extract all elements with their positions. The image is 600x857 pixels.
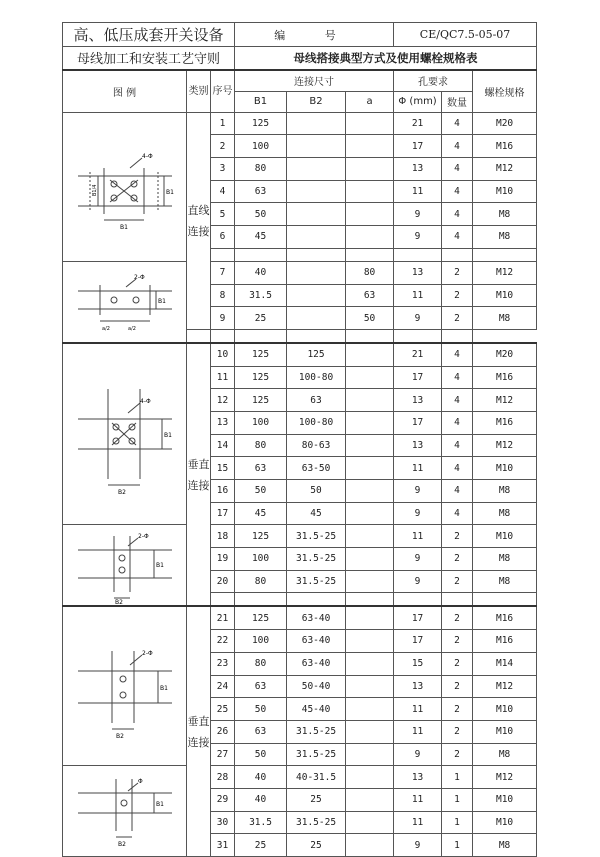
empty-cell bbox=[394, 593, 442, 607]
cell-bolt: M10 bbox=[473, 720, 537, 743]
cell-b1: 50 bbox=[235, 480, 287, 503]
col-figure: 图 例 bbox=[63, 70, 187, 113]
cell-seq: 18 bbox=[211, 525, 235, 548]
cell-a: 50 bbox=[346, 307, 394, 330]
four-hole-label: 4-Φ bbox=[139, 398, 151, 406]
cell-bolt: M12 bbox=[473, 766, 537, 789]
cell-n: 4 bbox=[442, 180, 473, 203]
cell-a bbox=[346, 548, 394, 571]
cell-n: 1 bbox=[442, 834, 473, 857]
cell-b2: 25 bbox=[287, 834, 346, 857]
cell-d: 21 bbox=[394, 112, 442, 135]
table-row bbox=[63, 606, 537, 629]
cell-n: 2 bbox=[442, 743, 473, 766]
b2-label: B2 bbox=[115, 733, 124, 741]
cell-b1: 40 bbox=[235, 261, 287, 284]
empty-cell bbox=[442, 593, 473, 607]
cell-b1: 50 bbox=[235, 203, 287, 226]
cell-a bbox=[346, 652, 394, 675]
cell-seq: 11 bbox=[211, 366, 235, 389]
empty-cell bbox=[211, 329, 235, 343]
a2-label-right: a/2 bbox=[127, 325, 136, 332]
cell-b1: 100 bbox=[235, 548, 287, 571]
empty-cell bbox=[235, 329, 287, 343]
col-connection-size: 连接尺寸 bbox=[235, 70, 394, 92]
code-label: 编 号 bbox=[235, 23, 394, 47]
cell-b1: 63 bbox=[235, 720, 287, 743]
cell-seq: 22 bbox=[211, 630, 235, 653]
empty-cell bbox=[442, 248, 473, 261]
cell-d: 11 bbox=[394, 180, 442, 203]
cell-b1: 40 bbox=[235, 766, 287, 789]
cell-d: 9 bbox=[394, 307, 442, 330]
cell-a bbox=[346, 811, 394, 834]
empty-cell bbox=[187, 329, 211, 343]
cell-bolt: M8 bbox=[473, 743, 537, 766]
cell-n: 4 bbox=[442, 112, 473, 135]
cell-a bbox=[346, 502, 394, 525]
cell-b2: 31.5-25 bbox=[287, 548, 346, 571]
cell-seq: 6 bbox=[211, 226, 235, 249]
b1-side-label: B1 bbox=[155, 562, 164, 570]
cell-seq: 15 bbox=[211, 457, 235, 480]
b1-side-label: B1 bbox=[163, 432, 172, 440]
cell-b2 bbox=[287, 284, 346, 307]
cell-d: 17 bbox=[394, 606, 442, 629]
b2-label: B2 bbox=[114, 599, 123, 605]
cell-b1: 80 bbox=[235, 652, 287, 675]
cell-seq: 31 bbox=[211, 834, 235, 857]
b1-side-label: B1 bbox=[165, 188, 174, 196]
cell-a bbox=[346, 570, 394, 593]
cell-n: 4 bbox=[442, 203, 473, 226]
cell-d: 15 bbox=[394, 652, 442, 675]
cell-b2: 100-80 bbox=[287, 411, 346, 434]
cell-d: 9 bbox=[394, 203, 442, 226]
cell-b2: 25 bbox=[287, 788, 346, 811]
cell-n: 1 bbox=[442, 811, 473, 834]
cell-b1: 80 bbox=[235, 158, 287, 181]
cell-b1: 125 bbox=[235, 389, 287, 412]
cell-bolt: M10 bbox=[473, 457, 537, 480]
cell-n: 2 bbox=[442, 570, 473, 593]
cell-seq: 23 bbox=[211, 652, 235, 675]
cell-bolt: M8 bbox=[473, 570, 537, 593]
cell-a bbox=[346, 366, 394, 389]
cell-seq: 3 bbox=[211, 158, 235, 181]
cell-d: 9 bbox=[394, 480, 442, 503]
figure-vertical-1hole bbox=[63, 766, 187, 857]
cell-n: 2 bbox=[442, 284, 473, 307]
empty-cell bbox=[394, 248, 442, 261]
cell-d: 9 bbox=[394, 548, 442, 571]
empty-cell bbox=[287, 248, 346, 261]
b1-side-label: B1 bbox=[155, 801, 164, 809]
cell-d: 9 bbox=[394, 226, 442, 249]
cell-b1: 50 bbox=[235, 698, 287, 721]
col-b2: B2 bbox=[287, 91, 346, 112]
cell-n: 4 bbox=[442, 480, 473, 503]
cell-b2 bbox=[287, 135, 346, 158]
cell-b2 bbox=[287, 261, 346, 284]
cell-b1: 45 bbox=[235, 502, 287, 525]
cell-b2: 31.5-25 bbox=[287, 570, 346, 593]
cell-b1: 100 bbox=[235, 135, 287, 158]
cell-bolt: M10 bbox=[473, 180, 537, 203]
cell-b2: 40-31.5 bbox=[287, 766, 346, 789]
document-page bbox=[62, 22, 536, 857]
cell-d: 11 bbox=[394, 284, 442, 307]
cell-seq: 10 bbox=[211, 343, 235, 366]
cell-b1: 40 bbox=[235, 788, 287, 811]
cell-d: 13 bbox=[394, 766, 442, 789]
cell-n: 2 bbox=[442, 606, 473, 629]
cell-seq: 29 bbox=[211, 788, 235, 811]
cell-n: 2 bbox=[442, 525, 473, 548]
cell-bolt: M8 bbox=[473, 203, 537, 226]
cell-b1: 25 bbox=[235, 307, 287, 330]
cell-seq: 28 bbox=[211, 766, 235, 789]
cell-bolt: M10 bbox=[473, 788, 537, 811]
cell-n: 2 bbox=[442, 261, 473, 284]
cell-n: 2 bbox=[442, 720, 473, 743]
cell-bolt: M20 bbox=[473, 343, 537, 366]
a2-label-left: a/2 bbox=[101, 325, 110, 332]
cell-b1: 80 bbox=[235, 570, 287, 593]
cell-bolt: M16 bbox=[473, 606, 537, 629]
cell-d: 17 bbox=[394, 135, 442, 158]
cell-a bbox=[346, 135, 394, 158]
cell-b2: 50-40 bbox=[287, 675, 346, 698]
doc-subtitle: 母线加工和安装工艺守则 bbox=[63, 47, 235, 70]
cell-a: 80 bbox=[346, 261, 394, 284]
cell-n: 4 bbox=[442, 135, 473, 158]
cell-seq: 9 bbox=[211, 307, 235, 330]
cell-n: 2 bbox=[442, 698, 473, 721]
cell-d: 11 bbox=[394, 788, 442, 811]
cell-bolt: M12 bbox=[473, 675, 537, 698]
table-row bbox=[63, 343, 537, 366]
cell-seq: 12 bbox=[211, 389, 235, 412]
busbar-straight-2hole-diagram bbox=[70, 269, 180, 335]
cell-b1: 63 bbox=[235, 180, 287, 203]
doc-title: 高、低压成套开关设备 bbox=[63, 23, 235, 47]
cell-a bbox=[346, 743, 394, 766]
figure-straight-4hole bbox=[63, 112, 187, 261]
cell-b1: 25 bbox=[235, 834, 287, 857]
busbar-vertical-1hole-diagram bbox=[70, 769, 180, 853]
cell-a: 63 bbox=[346, 284, 394, 307]
cell-a bbox=[346, 226, 394, 249]
cell-bolt: M8 bbox=[473, 834, 537, 857]
cell-n: 2 bbox=[442, 307, 473, 330]
col-b1: B1 bbox=[235, 91, 287, 112]
cell-b1: 31.5 bbox=[235, 811, 287, 834]
cell-bolt: M12 bbox=[473, 434, 537, 457]
col-seq: 序号 bbox=[211, 70, 235, 113]
b1-label: B1 bbox=[119, 223, 128, 231]
empty-cell bbox=[394, 329, 442, 343]
category-vertical-2: 垂直连接 bbox=[187, 606, 211, 856]
b1-4-label: B1/4 bbox=[91, 184, 98, 196]
table-row bbox=[63, 261, 537, 284]
cell-d: 9 bbox=[394, 743, 442, 766]
cell-a bbox=[346, 411, 394, 434]
b1-side-label: B1 bbox=[157, 297, 166, 305]
cell-seq: 13 bbox=[211, 411, 235, 434]
cell-bolt: M8 bbox=[473, 480, 537, 503]
empty-cell bbox=[235, 248, 287, 261]
col-a: a bbox=[346, 91, 394, 112]
cell-bolt: M16 bbox=[473, 366, 537, 389]
cell-n: 4 bbox=[442, 457, 473, 480]
cell-n: 1 bbox=[442, 766, 473, 789]
cell-bolt: M8 bbox=[473, 548, 537, 571]
cell-d: 13 bbox=[394, 675, 442, 698]
cell-d: 11 bbox=[394, 811, 442, 834]
cell-d: 13 bbox=[394, 158, 442, 181]
four-hole-label: 4-Φ bbox=[141, 152, 153, 160]
cell-b2: 31.5-25 bbox=[287, 720, 346, 743]
figure-vertical-2hole-b bbox=[63, 606, 187, 765]
two-hole-label: 2-Φ bbox=[137, 533, 149, 541]
empty-cell bbox=[346, 593, 394, 607]
cell-b2: 31.5-25 bbox=[287, 811, 346, 834]
cell-n: 4 bbox=[442, 502, 473, 525]
cell-b2: 63-40 bbox=[287, 652, 346, 675]
cell-n: 1 bbox=[442, 788, 473, 811]
cell-b1: 125 bbox=[235, 525, 287, 548]
cell-seq: 16 bbox=[211, 480, 235, 503]
cell-n: 4 bbox=[442, 343, 473, 366]
cell-a bbox=[346, 457, 394, 480]
cell-bolt: M12 bbox=[473, 389, 537, 412]
cell-a bbox=[346, 720, 394, 743]
cell-seq: 17 bbox=[211, 502, 235, 525]
category-straight: 直线连接 bbox=[187, 112, 211, 329]
cell-a bbox=[346, 480, 394, 503]
cell-bolt: M20 bbox=[473, 112, 537, 135]
cell-a bbox=[346, 788, 394, 811]
cell-seq: 27 bbox=[211, 743, 235, 766]
cell-b2 bbox=[287, 307, 346, 330]
cell-bolt: M8 bbox=[473, 226, 537, 249]
table-row bbox=[63, 766, 537, 789]
cell-d: 13 bbox=[394, 389, 442, 412]
one-hole-label: Φ bbox=[137, 778, 143, 786]
cell-seq: 24 bbox=[211, 675, 235, 698]
cell-b1: 63 bbox=[235, 675, 287, 698]
two-hole-label: 2-Φ bbox=[141, 650, 153, 658]
cell-a bbox=[346, 112, 394, 135]
cell-b2: 45 bbox=[287, 502, 346, 525]
cell-b2: 45-40 bbox=[287, 698, 346, 721]
cell-d: 13 bbox=[394, 434, 442, 457]
cell-b2: 50 bbox=[287, 480, 346, 503]
cell-seq: 19 bbox=[211, 548, 235, 571]
cell-bolt: M16 bbox=[473, 411, 537, 434]
cell-bolt: M16 bbox=[473, 630, 537, 653]
table-title: 母线搭接典型方式及使用螺栓规格表 bbox=[235, 47, 537, 70]
cell-b1: 31.5 bbox=[235, 284, 287, 307]
cell-seq: 30 bbox=[211, 811, 235, 834]
cell-seq: 21 bbox=[211, 606, 235, 629]
cell-a bbox=[346, 834, 394, 857]
cell-a bbox=[346, 630, 394, 653]
cell-bolt: M8 bbox=[473, 502, 537, 525]
cell-d: 11 bbox=[394, 698, 442, 721]
b2-label: B2 bbox=[117, 489, 126, 497]
col-quantity: 数量 bbox=[442, 91, 473, 112]
cell-a bbox=[346, 606, 394, 629]
cell-a bbox=[346, 203, 394, 226]
cell-n: 4 bbox=[442, 366, 473, 389]
cell-b1: 63 bbox=[235, 457, 287, 480]
cell-n: 2 bbox=[442, 548, 473, 571]
b2-label: B2 bbox=[117, 841, 126, 849]
cell-bolt: M12 bbox=[473, 261, 537, 284]
cell-n: 2 bbox=[442, 652, 473, 675]
two-hole-label: 2-Φ bbox=[133, 273, 145, 281]
cell-b2: 100-80 bbox=[287, 366, 346, 389]
doc-code: CE/QC7.5-05-07 bbox=[394, 23, 537, 47]
cell-d: 9 bbox=[394, 570, 442, 593]
col-category: 类别 bbox=[187, 70, 211, 113]
cell-b2 bbox=[287, 112, 346, 135]
empty-cell bbox=[235, 593, 287, 607]
cell-b2: 63 bbox=[287, 389, 346, 412]
cell-b1: 80 bbox=[235, 434, 287, 457]
cell-n: 4 bbox=[442, 226, 473, 249]
cell-d: 11 bbox=[394, 525, 442, 548]
empty-cell bbox=[442, 329, 473, 343]
col-diameter: Φ (mm) bbox=[394, 91, 442, 112]
cell-a bbox=[346, 343, 394, 366]
cell-bolt: M10 bbox=[473, 698, 537, 721]
busbar-straight-4hole-diagram bbox=[70, 128, 180, 246]
cell-b2 bbox=[287, 158, 346, 181]
cell-n: 4 bbox=[442, 434, 473, 457]
cell-seq: 25 bbox=[211, 698, 235, 721]
cell-seq: 20 bbox=[211, 570, 235, 593]
cell-seq: 1 bbox=[211, 112, 235, 135]
cell-a bbox=[346, 698, 394, 721]
table-row bbox=[63, 525, 537, 548]
cell-bolt: M16 bbox=[473, 135, 537, 158]
cell-d: 11 bbox=[394, 457, 442, 480]
cell-d: 11 bbox=[394, 720, 442, 743]
figure-straight-2hole bbox=[63, 261, 187, 343]
empty-cell bbox=[473, 248, 537, 261]
cell-b1: 45 bbox=[235, 226, 287, 249]
cell-d: 9 bbox=[394, 834, 442, 857]
cell-b2 bbox=[287, 226, 346, 249]
cell-b2: 125 bbox=[287, 343, 346, 366]
cell-d: 17 bbox=[394, 630, 442, 653]
cell-bolt: M14 bbox=[473, 652, 537, 675]
empty-cell bbox=[211, 248, 235, 261]
cell-a bbox=[346, 525, 394, 548]
cell-b1: 125 bbox=[235, 606, 287, 629]
cell-seq: 14 bbox=[211, 434, 235, 457]
cell-bolt: M10 bbox=[473, 811, 537, 834]
empty-cell bbox=[211, 593, 235, 607]
category-vertical-1: 垂直连接 bbox=[187, 343, 211, 607]
b1-side-label: B1 bbox=[159, 685, 168, 693]
cell-b1: 50 bbox=[235, 743, 287, 766]
cell-b2: 80-63 bbox=[287, 434, 346, 457]
busbar-vertical-2hole-diagram bbox=[70, 526, 180, 604]
cell-d: 17 bbox=[394, 411, 442, 434]
cell-seq: 7 bbox=[211, 261, 235, 284]
cell-b2: 31.5-25 bbox=[287, 743, 346, 766]
cell-a bbox=[346, 389, 394, 412]
cell-seq: 5 bbox=[211, 203, 235, 226]
empty-cell bbox=[346, 329, 394, 343]
cell-seq: 4 bbox=[211, 180, 235, 203]
cell-a bbox=[346, 180, 394, 203]
cell-b1: 100 bbox=[235, 411, 287, 434]
cell-b1: 125 bbox=[235, 112, 287, 135]
cell-n: 4 bbox=[442, 158, 473, 181]
cell-b2: 63-40 bbox=[287, 606, 346, 629]
cell-seq: 2 bbox=[211, 135, 235, 158]
figure-vertical-2hole bbox=[63, 525, 187, 607]
empty-cell bbox=[287, 329, 346, 343]
cell-b2 bbox=[287, 203, 346, 226]
busbar-vertical-4hole-diagram bbox=[70, 369, 180, 499]
empty-cell bbox=[287, 593, 346, 607]
cell-d: 21 bbox=[394, 343, 442, 366]
cell-d: 17 bbox=[394, 366, 442, 389]
cell-bolt: M10 bbox=[473, 284, 537, 307]
cell-a bbox=[346, 158, 394, 181]
cell-n: 2 bbox=[442, 675, 473, 698]
cell-a bbox=[346, 675, 394, 698]
cell-a bbox=[346, 766, 394, 789]
empty-cell bbox=[473, 593, 537, 607]
empty-cell bbox=[346, 248, 394, 261]
cell-bolt: M8 bbox=[473, 307, 537, 330]
col-hole-req: 孔要求 bbox=[394, 70, 473, 92]
cell-d: 13 bbox=[394, 261, 442, 284]
cell-n: 2 bbox=[442, 630, 473, 653]
cell-n: 4 bbox=[442, 389, 473, 412]
cell-b2: 31.5-25 bbox=[287, 525, 346, 548]
cell-bolt: M10 bbox=[473, 525, 537, 548]
table-row bbox=[63, 112, 537, 135]
cell-b1: 125 bbox=[235, 366, 287, 389]
cell-b1: 100 bbox=[235, 630, 287, 653]
cell-a bbox=[346, 434, 394, 457]
cell-bolt: M12 bbox=[473, 158, 537, 181]
cell-seq: 8 bbox=[211, 284, 235, 307]
busbar-vertical-2hole-b-diagram bbox=[70, 631, 180, 741]
cell-d: 9 bbox=[394, 502, 442, 525]
cell-b2 bbox=[287, 180, 346, 203]
cell-b2: 63-50 bbox=[287, 457, 346, 480]
cell-b1: 125 bbox=[235, 343, 287, 366]
cell-n: 4 bbox=[442, 411, 473, 434]
figure-vertical-4hole bbox=[63, 343, 187, 525]
cell-b2: 63-40 bbox=[287, 630, 346, 653]
spec-table bbox=[62, 22, 537, 857]
col-bolt-spec: 螺栓规格 bbox=[473, 70, 537, 113]
cell-seq: 26 bbox=[211, 720, 235, 743]
